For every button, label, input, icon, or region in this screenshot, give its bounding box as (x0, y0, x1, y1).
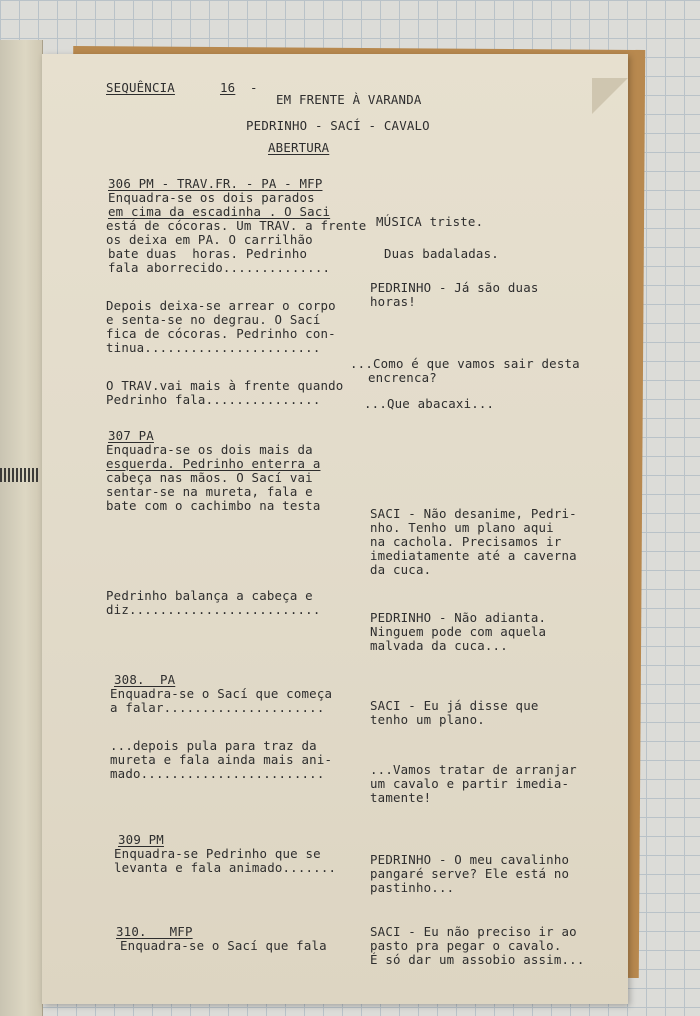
action-line: sentar-se na mureta, fala e (106, 484, 313, 499)
shot-307-heading: 307 PA (108, 428, 154, 443)
dialogue-line: imediatamente até a caverna (370, 548, 577, 563)
dialogue-line: malvada da cuca... (370, 638, 508, 653)
action-line: em cima da escadinha . O Saci (108, 204, 331, 219)
dialogue-line: na cachola. Precisamos ir (370, 534, 562, 549)
shot-309-heading: 309 PM (118, 832, 164, 847)
subtitle-heading: ABERTURA (268, 140, 330, 155)
location-heading: EM FRENTE À VARANDA (276, 92, 422, 107)
action-line: levanta e fala animado....... (114, 860, 337, 875)
dialogue-line: Ninguem pode com aquela (370, 624, 547, 639)
characters-heading: PEDRINHO - SACÍ - CAVALO (246, 118, 430, 133)
shot-310-heading: 310. MFP (116, 924, 193, 939)
action-line: Enquadra-se o Sací que fala (120, 938, 327, 953)
action-line: Enquadra-se o Sací que começa (110, 686, 333, 701)
action-line: está de cócoras. Um TRAV. a frente (106, 218, 367, 233)
dialogue-line: É só dar um assobio assim... (370, 952, 585, 967)
dialogue-line: tamente! (370, 790, 432, 805)
dialogue-line: SACI - Eu já disse que (370, 698, 539, 713)
dialogue-line: pasto pra pegar o cavalo. (370, 938, 562, 953)
action-line: ...depois pula para traz da (110, 738, 317, 753)
shot-308-heading: 308. PA (114, 672, 176, 687)
dialogue-line: um cavalo e partir imedia- (370, 776, 570, 791)
action-line: Enquadra-se Pedrinho que se (114, 846, 321, 861)
dialogue-line: horas! (370, 294, 416, 309)
dialogue-line: PEDRINHO - Já são duas (370, 280, 539, 295)
header-dash: - (250, 80, 258, 95)
action-line: bate duas horas. Pedrinho (108, 246, 308, 261)
action-line: e senta-se no degrau. O Sací (106, 312, 321, 327)
action-line: mado........................ (110, 766, 325, 781)
sequence-number: 16 (220, 80, 236, 95)
action-line: Depois deixa-se arrear o corpo (106, 298, 336, 313)
dialogue-line: PEDRINHO - Não adianta. (370, 610, 547, 625)
dialogue-line: tenho um plano. (370, 712, 485, 727)
action-line: esquerda. Pedrinho enterra a (106, 456, 321, 471)
action-line: mureta e fala ainda mais ani- (110, 752, 333, 767)
action-line: fica de cócoras. Pedrinho con- (106, 326, 336, 341)
dialogue-line: SACI - Eu não preciso ir ao (370, 924, 577, 939)
action-line: os deixa em PA. O carrilhão (106, 232, 313, 247)
action-line: Pedrinho balança a cabeça e (106, 588, 313, 603)
dialogue-line: ...Que abacaxi... (364, 396, 495, 411)
dog-ear-corner (592, 78, 628, 114)
action-line: tinua....................... (106, 340, 321, 355)
action-line: cabeça nas mãos. O Sací vai (106, 470, 313, 485)
dialogue-line: pastinho... (370, 880, 455, 895)
shot-306-heading: 306 PM - TRAV.FR. - PA - MFP (108, 176, 323, 191)
sound-cue: Duas badaladas. (384, 246, 499, 261)
action-line: a falar..................... (110, 700, 325, 715)
script-page (42, 54, 628, 1004)
action-line: O TRAV.vai mais à frente quando (106, 378, 344, 393)
dialogue-line: SACI - Não desanime, Pedri- (370, 506, 577, 521)
dialogue-line: pangaré serve? Ele está no (370, 866, 570, 881)
dialogue-line: encrenca? (368, 370, 437, 385)
facing-page-edge (0, 40, 43, 1016)
action-line: fala aborrecido.............. (108, 260, 331, 275)
sequence-label: SEQUÊNCIA (106, 80, 175, 95)
dialogue-line: nho. Tenho um plano aqui (370, 520, 554, 535)
dialogue-line: da cuca. (370, 562, 432, 577)
action-line: Enquadra-se os dois mais da (106, 442, 313, 457)
dialogue-line: ...Como é que vamos sair desta (350, 356, 580, 371)
music-cue: MÚSICA triste. (376, 214, 484, 229)
dialogue-line: ...Vamos tratar de arranjar (370, 762, 577, 777)
action-line: diz......................... (106, 602, 321, 617)
ink-smudge (0, 468, 38, 482)
action-line: bate com o cachimbo na testa (106, 498, 321, 513)
action-line: Enquadra-se os dois parados (108, 190, 315, 205)
action-line: Pedrinho fala............... (106, 392, 321, 407)
dialogue-line: PEDRINHO - O meu cavalinho (370, 852, 570, 867)
